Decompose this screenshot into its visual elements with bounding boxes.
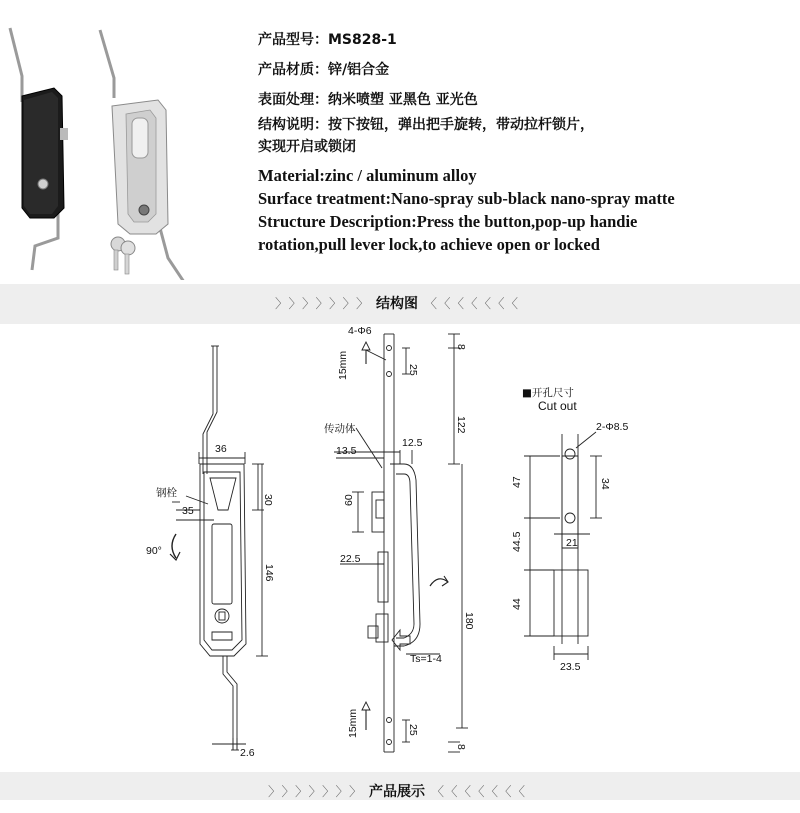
dim-15mm-bottom: 15mm bbox=[347, 708, 359, 738]
structure-section-banner bbox=[0, 284, 800, 324]
label-drive-body: 传动体 bbox=[324, 423, 356, 435]
spec-material: 产品材质：锌/铝合金 bbox=[258, 62, 390, 78]
structure-diagram bbox=[0, 324, 800, 772]
spec-structure-en-2: rotation,pull lever lock,to achieve open or locked bbox=[258, 235, 600, 254]
label-steel-pin: 钢栓 bbox=[156, 487, 177, 499]
spec-model: 产品型号：MS828-1 bbox=[258, 32, 397, 48]
spec-structure: 结构说明：按下按钮，弹出把手旋转，带动拉杆锁片， bbox=[258, 117, 594, 133]
chevrons-left-2: 〉〉〉〉〉〉〉 bbox=[267, 785, 369, 800]
dim-25-top: 25 bbox=[407, 364, 419, 376]
dim-15mm-top: 15mm bbox=[337, 350, 349, 380]
cutout-title-en: Cut out bbox=[538, 399, 577, 413]
display-section-banner bbox=[0, 772, 800, 800]
dim-21: 21 bbox=[566, 537, 578, 549]
dim-34: 34 bbox=[599, 478, 611, 490]
spec-surface: 表面处理：纳米喷塑 亚黑色 亚光色 bbox=[258, 92, 478, 108]
ts-value: Ts=1-4 bbox=[410, 653, 442, 665]
silver-lock-top-rod bbox=[100, 30, 114, 98]
chevrons-left: 〉〉〉〉〉〉〉 bbox=[274, 297, 376, 312]
spec-structure-cont: 实现开启或锁闭 bbox=[258, 139, 356, 155]
angle-90: 90° bbox=[146, 545, 162, 557]
spec-material-en: Material:zinc / aluminum alloy bbox=[258, 166, 477, 185]
chevrons-right-2: 〈〈〈〈〈〈〈 bbox=[431, 785, 533, 800]
silver-lock-bottom-rod bbox=[160, 228, 188, 280]
dim-44: 44 bbox=[511, 598, 523, 610]
dim-60: 60 bbox=[343, 494, 355, 506]
black-lock-keyhole bbox=[38, 179, 48, 189]
spec-list bbox=[258, 30, 798, 256]
front-view bbox=[170, 346, 268, 750]
cutout-view bbox=[524, 432, 602, 660]
side-holes: 4-Φ6 bbox=[348, 325, 372, 337]
side-view bbox=[334, 334, 468, 752]
dim-8-bottom: 8 bbox=[455, 744, 467, 750]
cutout-title-cn: ■开孔尺寸 bbox=[522, 387, 574, 399]
dim-36: 36 bbox=[215, 443, 227, 455]
dim-23-5: 23.5 bbox=[560, 661, 581, 673]
dim-12-5: 12.5 bbox=[402, 437, 423, 449]
dim-13-5: 13.5 bbox=[336, 445, 357, 457]
dim-22-5: 22.5 bbox=[340, 553, 361, 565]
cutout-holes: 2-Φ8.5 bbox=[596, 421, 629, 433]
chevrons-right: 〈〈〈〈〈〈〈 bbox=[424, 297, 526, 312]
dim-25-bottom: 25 bbox=[407, 724, 419, 736]
dim-8-top: 8 bbox=[455, 344, 467, 350]
silver-lock-keyhole bbox=[139, 205, 149, 215]
dim-180: 180 bbox=[463, 612, 475, 630]
dim-30: 30 bbox=[262, 494, 274, 506]
dim-44-5: 44.5 bbox=[511, 531, 523, 552]
product-header bbox=[0, 0, 800, 280]
dim-122: 122 bbox=[455, 416, 467, 434]
product-photo bbox=[0, 18, 235, 280]
display-section-title: 产品展示 bbox=[369, 784, 425, 800]
structure-section-title: 结构图 bbox=[376, 296, 418, 312]
keys-icon bbox=[111, 237, 135, 274]
dim-35: 35 bbox=[182, 505, 194, 517]
spec-surface-en: Surface treatment:Nano-spray sub-black nano-spray matte bbox=[258, 189, 675, 208]
dim-2-6: 2.6 bbox=[240, 747, 255, 759]
spec-structure-en-1: Structure Description:Press the button,pop-up handie bbox=[258, 212, 638, 231]
dim-47: 47 bbox=[511, 476, 523, 488]
dim-146: 146 bbox=[263, 564, 275, 582]
black-lock-top-rod bbox=[10, 28, 22, 102]
